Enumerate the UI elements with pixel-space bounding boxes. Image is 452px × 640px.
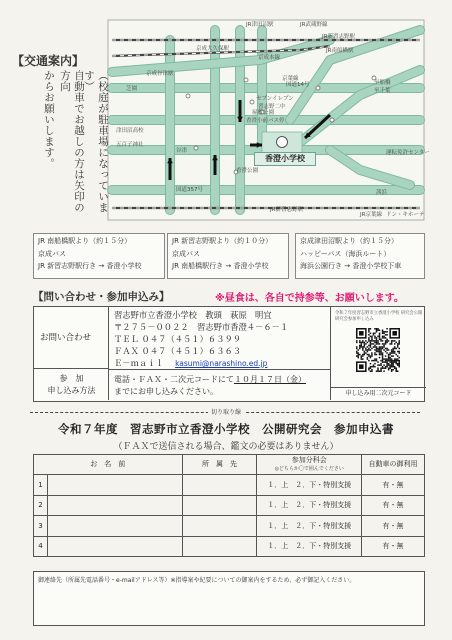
car-choice[interactable]: 有・無	[362, 475, 425, 496]
route-3-from: 京成津田沼駅より（約１５分）	[300, 237, 398, 245]
qr-caption-top: 令和７年度習志野市立香澄小学校 研究会公開研究会参加申し込み	[335, 311, 423, 322]
route-box-2	[167, 233, 289, 279]
col-session-subheader: ◎どちらか〇で囲んでください	[274, 465, 344, 472]
apply-method-line-2: までにお申し込みください。	[114, 387, 218, 396]
row-number: 3	[34, 516, 48, 537]
session-choice[interactable]: １．上 ２．下・特別支援	[257, 475, 362, 496]
map-label-keisei-line: 京成本線	[258, 55, 281, 61]
col-car-header: 自動車の御利用	[362, 455, 425, 475]
qr-caption-bottom: 申し込み用二次元コード	[331, 387, 426, 400]
facility-marker-4	[316, 86, 320, 90]
map-label-yatsu-station: 京成谷津駅	[146, 71, 174, 77]
affiliation-field[interactable]	[182, 475, 257, 496]
route-1-bus: JR 新習志野駅行き → 香澄小学校	[38, 262, 142, 270]
map-label-to-chiba: 至千葉	[374, 88, 391, 94]
map-label-yatsu: 谷津	[176, 148, 188, 154]
row-number: 4	[34, 536, 48, 557]
table-row	[34, 495, 425, 516]
apply-deadline: １０月１７日（金）	[234, 375, 306, 384]
map-label-shinnarashino-station-south: JR新習志野駅	[270, 207, 303, 213]
map-label-kasumi-park: 香澄公園	[236, 168, 259, 174]
map-label-shrine: 五百子神社	[116, 142, 144, 148]
inquiry-heading: 【問い合わせ・参加申込み】	[33, 291, 170, 303]
name-field[interactable]	[47, 495, 182, 516]
inquiry-table	[33, 306, 425, 402]
apply-label-cell	[34, 369, 109, 400]
map-label-shibazono: 芝園	[126, 86, 138, 92]
affiliation-field[interactable]	[182, 516, 257, 537]
map-label-route14: 国道14号	[286, 82, 310, 88]
car-note-2: からお願いします。	[43, 70, 55, 169]
session-choice[interactable]: １．上 ２．下・特別支援	[257, 536, 362, 557]
contact-tel: ＴＥＬ ０４７（４５１）６３９９	[114, 334, 242, 344]
car-note-1: 自動車でお越しの方は矢印の方向	[59, 70, 85, 213]
school-map-label: 香澄小学校	[254, 152, 316, 166]
route-1-from: JR 南船橋駅より（約１５分）	[38, 237, 132, 245]
apply-label-2: 申し込み方法	[47, 386, 96, 395]
map-label-akanehama: 茜浜	[376, 190, 388, 196]
route-box-1	[33, 233, 165, 279]
col-affiliation-header: 所 属 先	[182, 455, 257, 475]
table-row	[34, 516, 425, 537]
map-label-jr-keiyo-line: JR京葉線	[360, 212, 382, 218]
form-subtitle: （ＦＡＸで送信される場合、鑑文の必要はありません）	[113, 442, 339, 452]
lunch-note: ※昼食は、各自で持参等、お願いします。	[215, 293, 404, 304]
map-label-license-center: 運転免許センター	[386, 150, 430, 156]
cut-line-label: 切り取り線	[208, 407, 244, 416]
application-header-row	[34, 455, 425, 475]
car-choice[interactable]: 有・無	[362, 516, 425, 537]
facility-marker-6	[194, 146, 198, 150]
email-link[interactable]: kasumi@narashino.ed.jp	[175, 359, 268, 368]
facility-marker-1	[244, 78, 248, 82]
session-choice[interactable]: １．上 ２．下・特別支援	[257, 516, 362, 537]
email-label: Ｅ－ｍａｉｌ	[114, 358, 164, 368]
parking-note: （校庭が駐車場になっています）	[83, 70, 109, 213]
table-row	[34, 536, 425, 557]
facility-marker-7	[186, 94, 190, 98]
contact-label: お問い合わせ	[40, 333, 92, 343]
map-label-musashino-line: JR武蔵野線	[300, 22, 328, 28]
row-number: 1	[34, 475, 48, 496]
contact-label-cell	[34, 307, 109, 369]
map-label-junior-high: 習志野二中	[258, 104, 286, 110]
name-field[interactable]	[47, 516, 182, 537]
facility-marker-2	[250, 100, 254, 104]
name-field[interactable]	[47, 475, 182, 496]
col-session-header: 参加分科会 ◎どちらか〇で囲んでください	[257, 455, 362, 475]
map-label-bus-stop: 香澄小前バス停	[246, 118, 285, 124]
form-title: 令和７年度 習志野市立香澄小学校 公開研究会 参加申込書	[58, 422, 394, 436]
contact-fax: ＦＡＸ ０４７（４５１）６３６３	[114, 346, 242, 356]
route-3-company: ハッピーバス（海浜ルート）	[300, 249, 391, 258]
map-label-shinnarashino-station-north: JR新習志野駅	[322, 34, 355, 40]
contact-email-line	[114, 358, 267, 369]
affiliation-field[interactable]	[182, 536, 257, 557]
map-label-to-funabashi: 至船橋	[374, 80, 391, 86]
contact-address: 〒２７５－００２２ 習志野市香澄４－６－１	[114, 322, 289, 332]
name-field[interactable]	[47, 536, 182, 557]
map-label-keiyo-line: 京葉線	[282, 76, 299, 82]
contact-note: 御連絡先（所属先電話番号・e-mailアドレス等）※指導案や紀要についての御案内をするため、必ず御記入ください。	[38, 577, 356, 584]
col-name-header: お 名 前	[34, 455, 183, 475]
route-box-3	[295, 233, 425, 279]
application-table	[33, 454, 425, 557]
map-label-yashiki-park: 屋敷公園	[252, 110, 275, 116]
route-2-bus: JR 南船橋駅行き → 香澄小学校	[172, 262, 269, 270]
session-choice[interactable]: １．上 ２．下・特別支援	[257, 495, 362, 516]
qr-panel	[330, 307, 426, 400]
map-label-tsudanuma-hs: 津田沼高校	[116, 128, 144, 134]
route-3-bus: 海浜公園行き → 香澄小学校下車	[300, 262, 402, 270]
map-label-okubo-station: 京成大久保駅	[196, 46, 230, 52]
map-label-tsudanuma-station: JR津田沼駅	[246, 22, 274, 28]
affiliation-field[interactable]	[182, 495, 257, 516]
car-choice[interactable]: 有・無	[362, 536, 425, 557]
route-2-company: 京成バス	[172, 249, 200, 258]
apply-method-line-1: 電話・ＦＡＸ・二次元コードにて１０月１７日（金）	[114, 375, 306, 384]
route-1-company: 京成バス	[38, 249, 66, 258]
map-label-seven-eleven: セブンイレブン	[256, 96, 294, 102]
contact-school: 習志野市立香澄小学校 教頭 萩原 明宜	[114, 310, 272, 320]
car-choice[interactable]: 有・無	[362, 495, 425, 516]
apply-label-1: 参 加	[59, 374, 84, 383]
map-label-donki: ドン・キホーテ	[386, 212, 425, 218]
table-row	[34, 475, 425, 496]
row-number: 2	[34, 495, 48, 516]
access-heading: 【交通案内】	[12, 54, 85, 68]
facility-marker-5	[330, 118, 334, 122]
qr-code[interactable]	[356, 328, 400, 372]
route-2-from: JR 新習志野駅より（約１０分）	[172, 237, 273, 245]
map-label-route357: 国道357号	[176, 187, 203, 193]
map-label-minamifunabashi-station: JR南船橋駅	[326, 48, 354, 54]
contact-field[interactable]	[33, 571, 425, 626]
school-marker-icon	[276, 136, 288, 148]
